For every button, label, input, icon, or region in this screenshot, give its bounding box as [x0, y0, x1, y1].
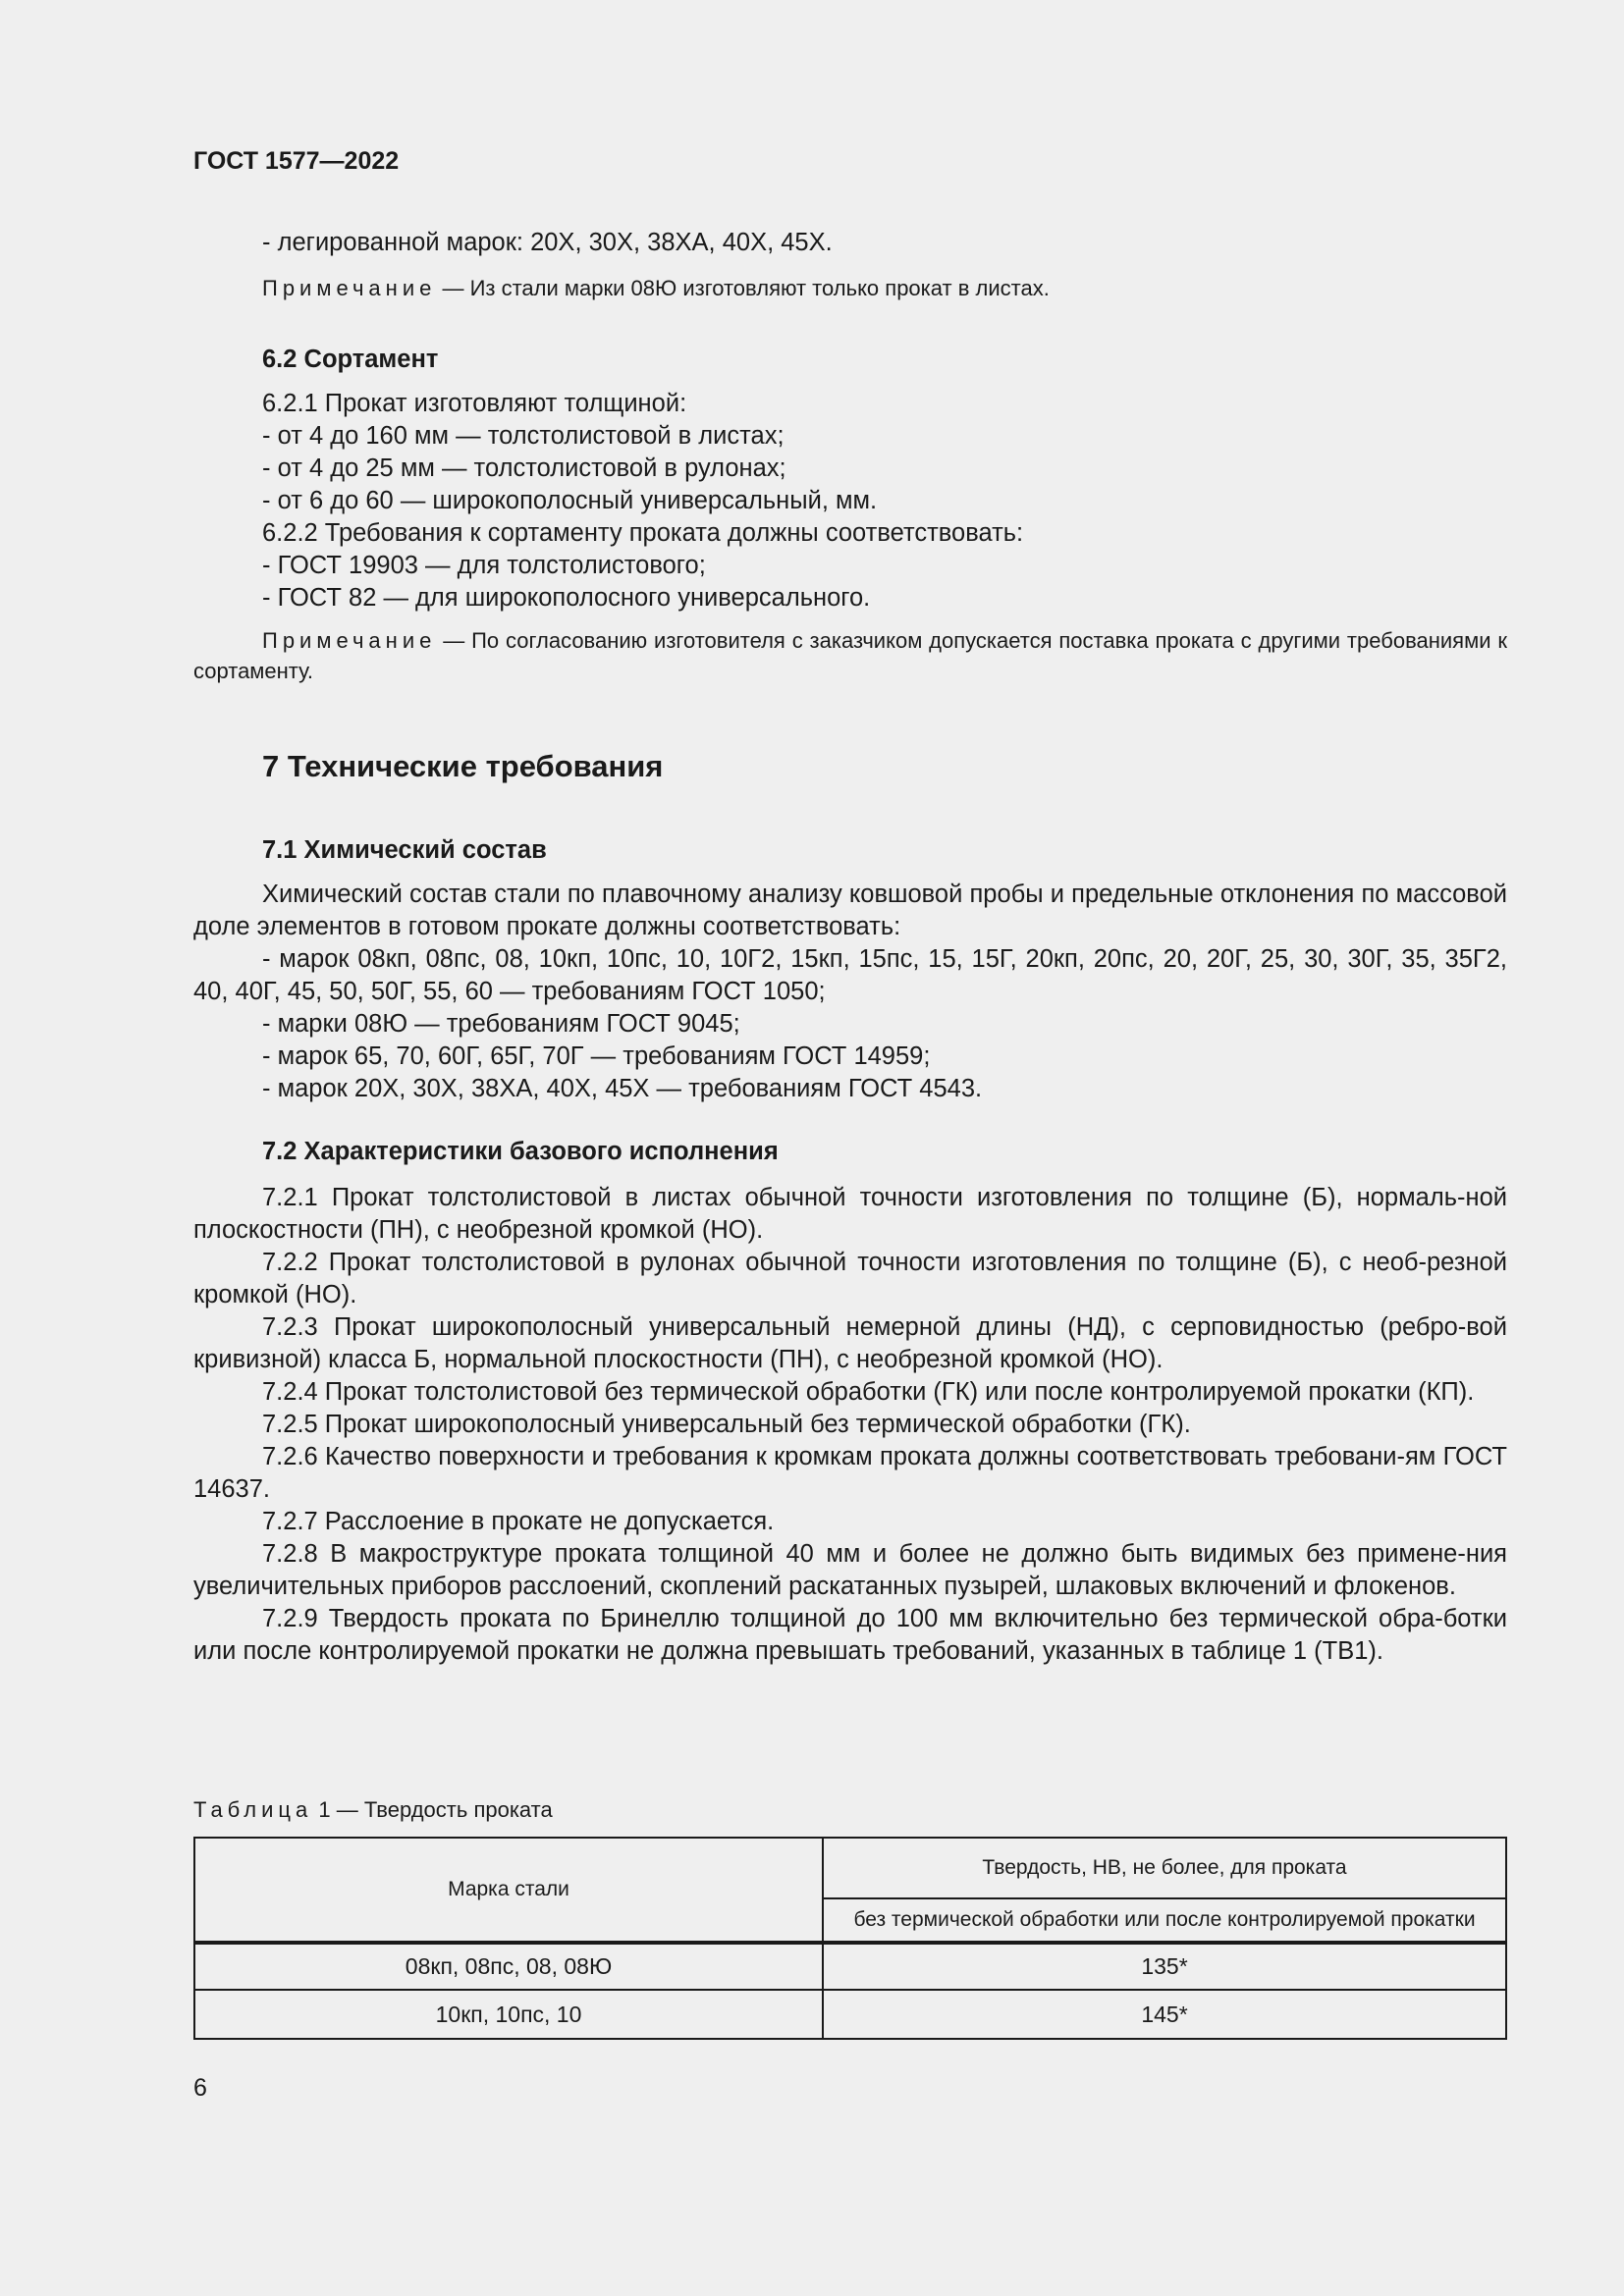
caption-text: 1 — Твердость проката: [312, 1797, 553, 1822]
col-subheader: без термической обработки или после контролируемой прокатки: [823, 1898, 1506, 1943]
clause: 7.2.8 В макроструктуре проката толщиной 40 мм и более не должно быть видимых без примене-ния увеличительных приборов расслоений, скоплений раскатанных пузырей, шлаковых включений и флокенов.: [193, 1540, 1507, 1600]
clause: 7.2.4 Прокат толстолистовой без термической обработки (ГК) или после контролируемой прокатки (КП).: [262, 1378, 1475, 1406]
hardness-table: [193, 1837, 1507, 2040]
note-2: [193, 625, 1507, 686]
page-number: 6: [193, 2074, 207, 2102]
col-header-hardness: Твердость, НВ, не более, для проката: [823, 1838, 1506, 1898]
section-heading: 6.2 Сортамент: [262, 346, 439, 373]
section-7-2: [193, 1136, 1507, 1668]
caption-label: Таблица: [193, 1797, 313, 1822]
table-row: [194, 1990, 1506, 2039]
table-row: [194, 1943, 1506, 1990]
cell-hardness: 145*: [823, 1990, 1506, 2039]
assortment-lines: [193, 388, 1507, 614]
clause: 7.2.2 Прокат толстолистовой в рулонах обычной точности изготовления по толщине (Б), с необ-резной кромкой (НО).: [193, 1249, 1507, 1308]
section-heading: 7 Технические требования: [262, 749, 664, 783]
list-item: - марки 08Ю — требованиям ГОСТ 9045;: [262, 1010, 740, 1038]
clause: 7.2.9 Твердость проката по Бринеллю толщиной до 100 мм включительно без термической обра-ботки или после контролируемой прокатки не должна превышать требований, указанных в таблице 1 (ТВ1).: [193, 1605, 1507, 1665]
clause: 7.2.6 Качество поверхности и требования к кромкам проката должны соответствовать требовани-ям ГОСТ 14637.: [193, 1443, 1507, 1503]
text-line: - от 6 до 60 — широкополосный универсальный, мм.: [262, 487, 878, 514]
cell-grade: 08кп, 08пс, 08, 08Ю: [194, 1943, 823, 1990]
text-line: 6.2.1 Прокат изготовляют толщиной:: [262, 390, 687, 417]
list-item: - марок 65, 70, 60Г, 65Г, 70Г — требованиям ГОСТ 14959;: [262, 1042, 931, 1070]
section-7: [193, 750, 1507, 782]
note-text: — По согласованию изготовителя с заказчиком допускается поставка проката с другими требованиями к сортаменту.: [193, 628, 1507, 683]
cell-hardness: 135*: [823, 1943, 1506, 1990]
col-header-grade: Марка стали: [194, 1838, 823, 1943]
hardness-table-wrap: [193, 1837, 1507, 2040]
table-caption: [193, 1794, 1507, 1825]
text-line: - от 4 до 160 мм — толстолистовой в листах;: [262, 422, 785, 450]
cell-grade: 10кп, 10пс, 10: [194, 1990, 823, 2039]
text-line: - ГОСТ 19903 — для толстолистового;: [262, 552, 706, 579]
section-6-2: [193, 344, 1507, 686]
alloy-line-block: [193, 227, 1507, 259]
section-7-1: [193, 834, 1507, 1105]
clause: 7.2.3 Прокат широкополосный универсальный немерной длины (НД), с серповидностью (ребро-вой кривизной) класса Б, нормальной плоскостности (ПН), с необрезной кромкой (НО).: [193, 1313, 1507, 1373]
note-1: [193, 273, 1507, 303]
note-label: Примечание: [262, 628, 437, 653]
note-label: Примечание: [262, 276, 437, 300]
note-text: — Из стали марки 08Ю изготовляют только прокат в листах.: [436, 276, 1050, 300]
paragraph: Химический состав стали по плавочному анализу ковшовой пробы и предельные отклонения по массовой доле элементов в готовом прокате должны соответствовать:: [193, 881, 1507, 940]
text-line: - ГОСТ 82 — для широкополосного универсального.: [262, 584, 871, 612]
text-line: - от 4 до 25 мм — толстолистовой в рулонах;: [262, 454, 786, 482]
text-line: 6.2.2 Требования к сортаменту проката должны соответствовать:: [262, 519, 1024, 547]
standard-header: ГОСТ 1577—2022: [193, 147, 400, 175]
alloy-line: - легированной марок: 20Х, 30Х, 38ХА, 40Х, 45Х.: [262, 229, 833, 256]
list-item: - марок 20Х, 30Х, 38ХА, 40Х, 45Х — требованиям ГОСТ 4543.: [262, 1075, 983, 1102]
clause: 7.2.7 Расслоение в прокате не допускается.: [262, 1508, 775, 1535]
section-heading: 7.1 Химический состав: [262, 836, 547, 864]
list-item: - марок 08кп, 08пс, 08, 10кп, 10пс, 10, 10Г2, 15кп, 15пс, 15, 15Г, 20кп, 20пс, 20, 20Г, 25, 30, 30Г, 35, 35Г2, 40, 40Г, 45, 50, 50Г, 55, 60 — требованиям ГОСТ 1050;: [193, 945, 1507, 1005]
clause: 7.2.1 Прокат толстолистовой в листах обычной точности изготовления по толщине (Б), нормаль-ной плоскостности (ПН), с необрезной кромкой (НО).: [193, 1184, 1507, 1244]
clause: 7.2.5 Прокат широкополосный универсальный без термической обработки (ГК).: [262, 1411, 1191, 1438]
section-heading: 7.2 Характеристики базового исполнения: [262, 1138, 779, 1165]
